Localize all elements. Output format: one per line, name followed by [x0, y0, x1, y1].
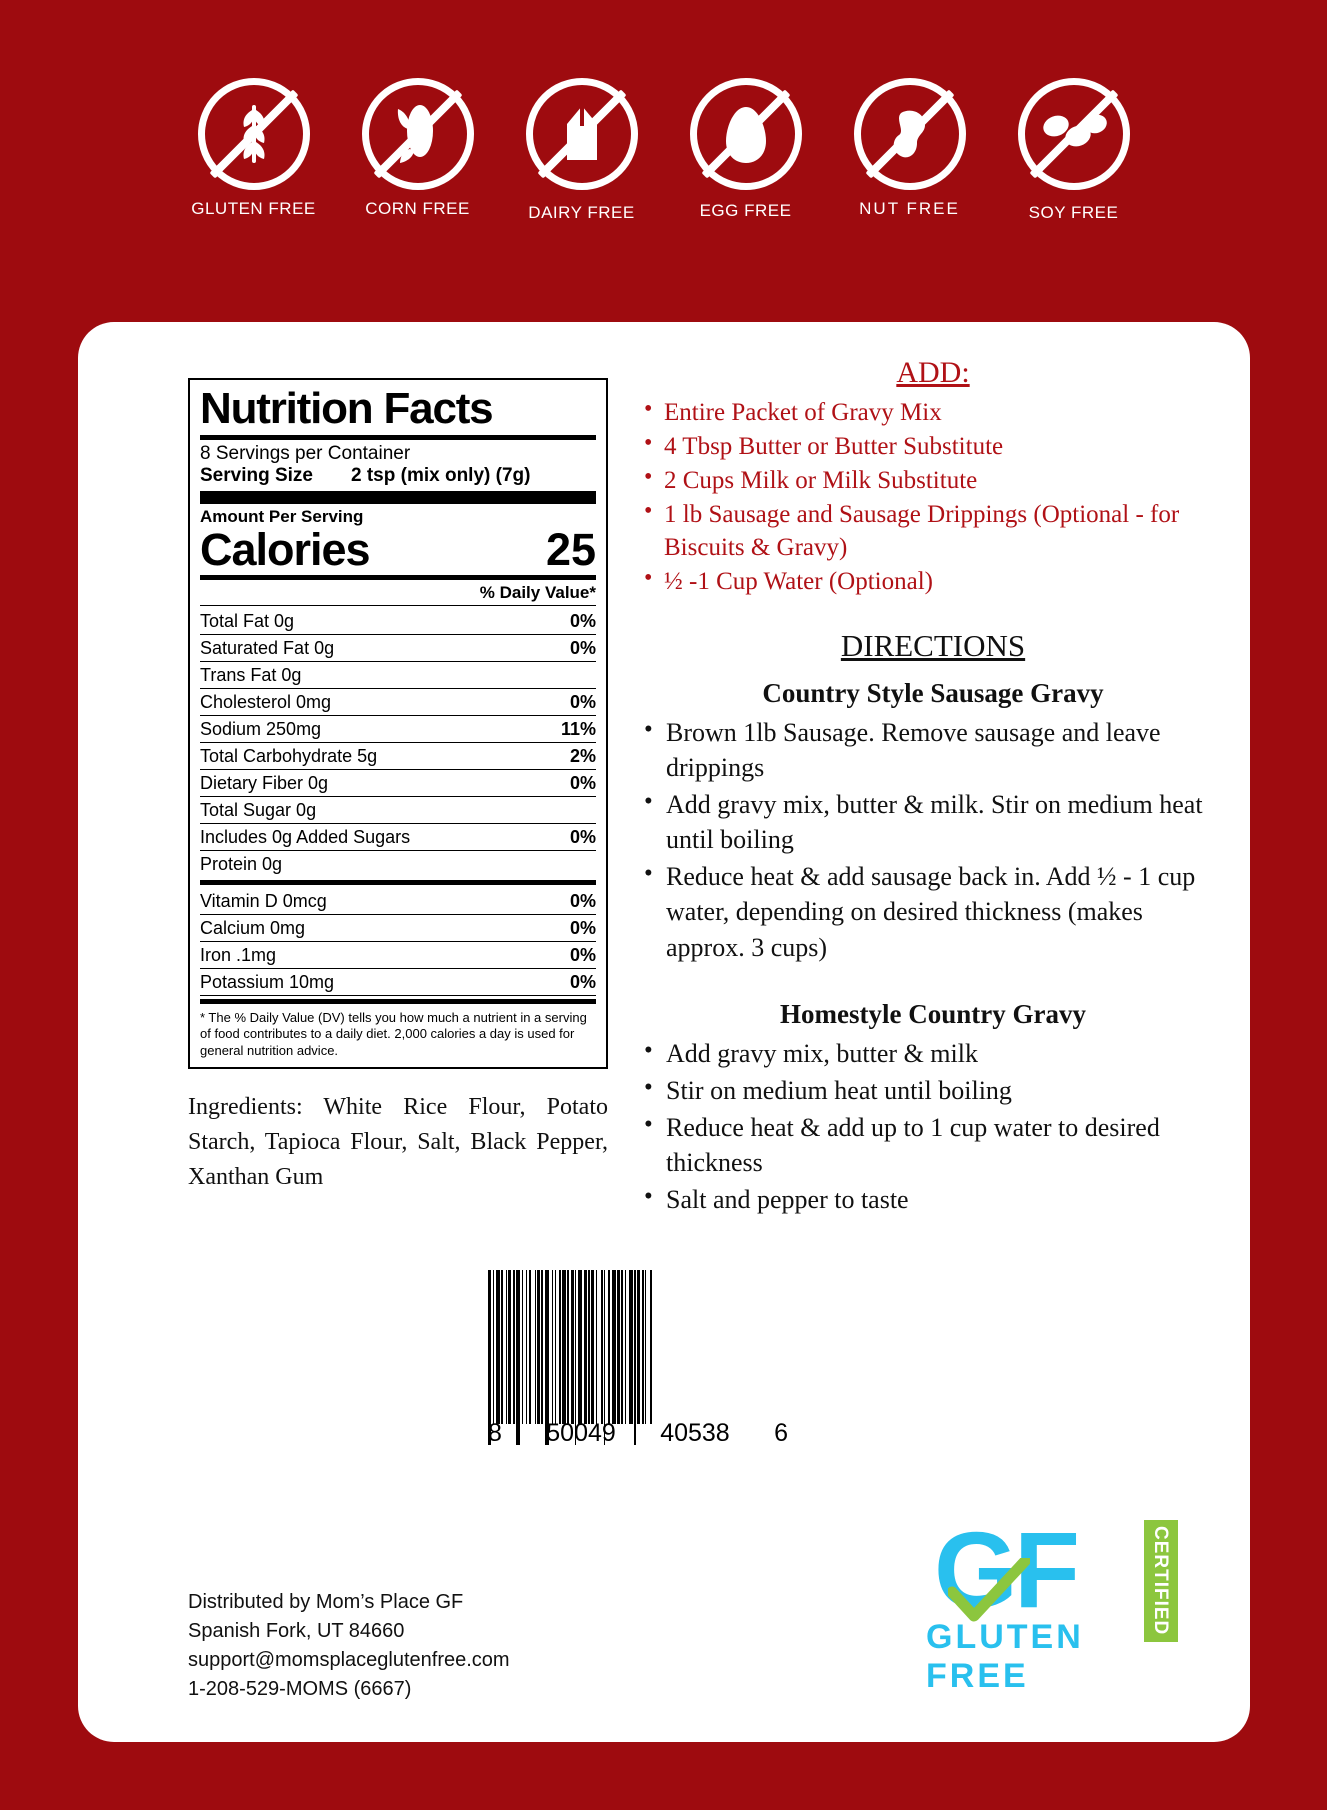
table-row	[200, 662, 596, 689]
nutrient-name: Potassium 10mg	[200, 972, 335, 993]
nutrient-pct: 0%	[569, 611, 596, 632]
list-item: • Reduce heat & add up to 1 cup water to desired thickness	[638, 1110, 1228, 1180]
nutrient-name: Includes 0g Added Sugars	[200, 827, 411, 848]
table-row	[200, 942, 596, 969]
calories-label: Calories	[200, 524, 370, 576]
list-item: • Reduce heat & add sausage back in. Add ½ - 1 cup water, depending on desired thickness (makes approx. 3 cups)	[638, 859, 1228, 964]
nutrient-pct: 0%	[569, 827, 596, 848]
table-row	[200, 608, 596, 635]
calories-value: 25	[545, 524, 596, 576]
free-from-label: NUT FREE	[859, 199, 960, 218]
table-row	[200, 743, 596, 770]
nutrient-pct: 0%	[569, 945, 596, 966]
directions-list-2	[638, 1036, 1228, 1217]
milk-carton-icon	[526, 78, 638, 190]
add-section-title: ADD:	[896, 356, 970, 389]
gluten-free-word: GLUTEN FREE	[926, 1618, 1084, 1695]
wheat-icon	[198, 78, 310, 190]
distributor-phone: 1-208-529-MOMS (6667)	[188, 1678, 412, 1700]
list-item: • Add gravy mix, butter & milk. Stir on medium heat until boiling	[638, 787, 1228, 857]
nutrient-pct: 0%	[569, 891, 596, 912]
barcode	[488, 1270, 788, 1448]
nutrient-name: Sodium 250mg	[200, 719, 322, 740]
list-item: • Salt and pepper to taste	[638, 1182, 1228, 1217]
free-from-item-nut	[835, 78, 985, 219]
free-from-icon-row	[0, 78, 1327, 222]
instructions-column	[638, 356, 1228, 1219]
list-item: • Entire Packet of Gravy Mix	[638, 396, 1228, 429]
serving-size-label: Serving Size	[200, 465, 313, 487]
nutrient-name: Total Carbohydrate 5g	[200, 746, 378, 767]
table-row	[200, 716, 596, 743]
nutrition-facts-title: Nutrition Facts	[200, 384, 493, 433]
serving-size-row	[200, 465, 596, 487]
table-row	[200, 915, 596, 942]
table-row	[200, 689, 596, 716]
nutrient-name: Iron .1mg	[200, 945, 277, 966]
soybean-icon	[1018, 78, 1130, 190]
table-row	[200, 969, 596, 996]
list-item: • 4 Tbsp Butter or Butter Substitute	[638, 430, 1228, 463]
free-from-item-corn	[343, 78, 493, 219]
peanut-icon	[854, 78, 966, 190]
list-item: • 2 Cups Milk or Milk Substitute	[638, 464, 1228, 497]
free-from-label: GLUTEN FREE	[191, 199, 316, 218]
egg-icon	[690, 78, 802, 190]
table-row	[200, 770, 596, 797]
directions-title: DIRECTIONS	[840, 628, 1026, 663]
free-from-label: SOY FREE	[1028, 203, 1119, 222]
calories-row	[200, 524, 596, 576]
free-from-item-egg	[671, 78, 821, 219]
free-from-item-soy	[999, 78, 1149, 222]
nutrient-pct: 11%	[560, 719, 596, 740]
nutrition-facts-panel	[188, 378, 608, 1069]
barcode-digit-left: 8	[488, 1419, 502, 1447]
table-row	[200, 851, 596, 877]
barcode-digits	[488, 1419, 788, 1448]
amount-per-serving-label: Amount Per Serving	[200, 507, 364, 527]
nutrient-name: Calcium 0mg	[200, 918, 306, 939]
distributor-email: support@momsplaceglutenfree.com	[188, 1649, 510, 1671]
list-item: • Stir on medium heat until boiling	[638, 1073, 1228, 1108]
table-row	[200, 635, 596, 662]
table-row	[200, 888, 596, 915]
gf-letters: GF	[934, 1509, 1076, 1630]
directions-list-1	[638, 715, 1228, 965]
nutrient-name: Cholesterol 0mg	[200, 692, 332, 713]
ingredients-text: Ingredients: White Rice Flour, Potato Starch, Tapioca Flour, Salt, Black Pepper, Xanthan Gum	[188, 1094, 608, 1190]
nutrient-name: Protein 0g	[200, 854, 283, 875]
barcode-digit-group2: 40538	[660, 1419, 730, 1447]
list-item: • 1 lb Sausage and Sausage Drippings (Optional - for Biscuits & Gravy)	[638, 498, 1228, 564]
distributor-line-1: Distributed by Mom’s Place GF	[188, 1591, 464, 1613]
directions-heading-1: Country Style Sausage Gravy	[762, 678, 1104, 708]
serving-size-value: 2 tsp (mix only) (7g)	[351, 465, 531, 487]
certified-label: CERTIFIED	[1150, 1526, 1171, 1636]
add-ingredients-list	[638, 396, 1228, 598]
free-from-label: DAIRY FREE	[528, 203, 635, 222]
nutrient-name: Vitamin D 0mcg	[200, 891, 327, 912]
nutrient-pct: 0%	[569, 773, 596, 794]
corn-icon	[362, 78, 474, 190]
distributor-line-2: Spanish Fork, UT 84660	[188, 1620, 405, 1642]
nutrient-name: Trans Fat 0g	[200, 665, 302, 686]
nutrient-pct: 0%	[569, 692, 596, 713]
free-from-label: CORN FREE	[365, 199, 470, 218]
barcode-digit-group1: 50049	[546, 1419, 616, 1447]
free-from-item-gluten	[179, 78, 329, 219]
nutrient-name: Total Fat 0g	[200, 611, 295, 632]
nutrient-name: Total Sugar 0g	[200, 800, 317, 821]
gf-certified-logo	[926, 1509, 1178, 1695]
free-from-item-dairy	[507, 78, 657, 222]
label-card	[78, 322, 1250, 1742]
list-item: • Add gravy mix, butter & milk	[638, 1036, 1228, 1071]
daily-value-footnote: * The % Daily Value (DV) tells you how much a nutrient in a serving of food contributes to a daily diet. 2,000 calories a day is used for general nutrition advice.	[200, 1010, 587, 1058]
nutrient-name: Dietary Fiber 0g	[200, 773, 329, 794]
list-item: • ½ -1 Cup Water (Optional)	[638, 565, 1228, 598]
servings-per-container: 8 Servings per Container	[200, 443, 411, 465]
nutrient-pct: 0%	[569, 918, 596, 939]
directions-heading-2: Homestyle Country Gravy	[780, 998, 1086, 1029]
free-from-label: EGG FREE	[699, 201, 792, 220]
nutrient-pct: 2%	[569, 746, 596, 767]
nutrient-pct: 0%	[569, 638, 596, 659]
table-row	[200, 797, 596, 824]
table-row	[200, 824, 596, 851]
nutrient-name: Saturated Fat 0g	[200, 638, 335, 659]
list-item: • Brown 1lb Sausage. Remove sausage and leave drippings	[638, 715, 1228, 785]
daily-value-header: % Daily Value*	[479, 583, 596, 603]
barcode-digit-right: 6	[774, 1419, 788, 1447]
nutrient-pct: 0%	[569, 972, 596, 993]
distributor-block	[188, 1588, 510, 1704]
